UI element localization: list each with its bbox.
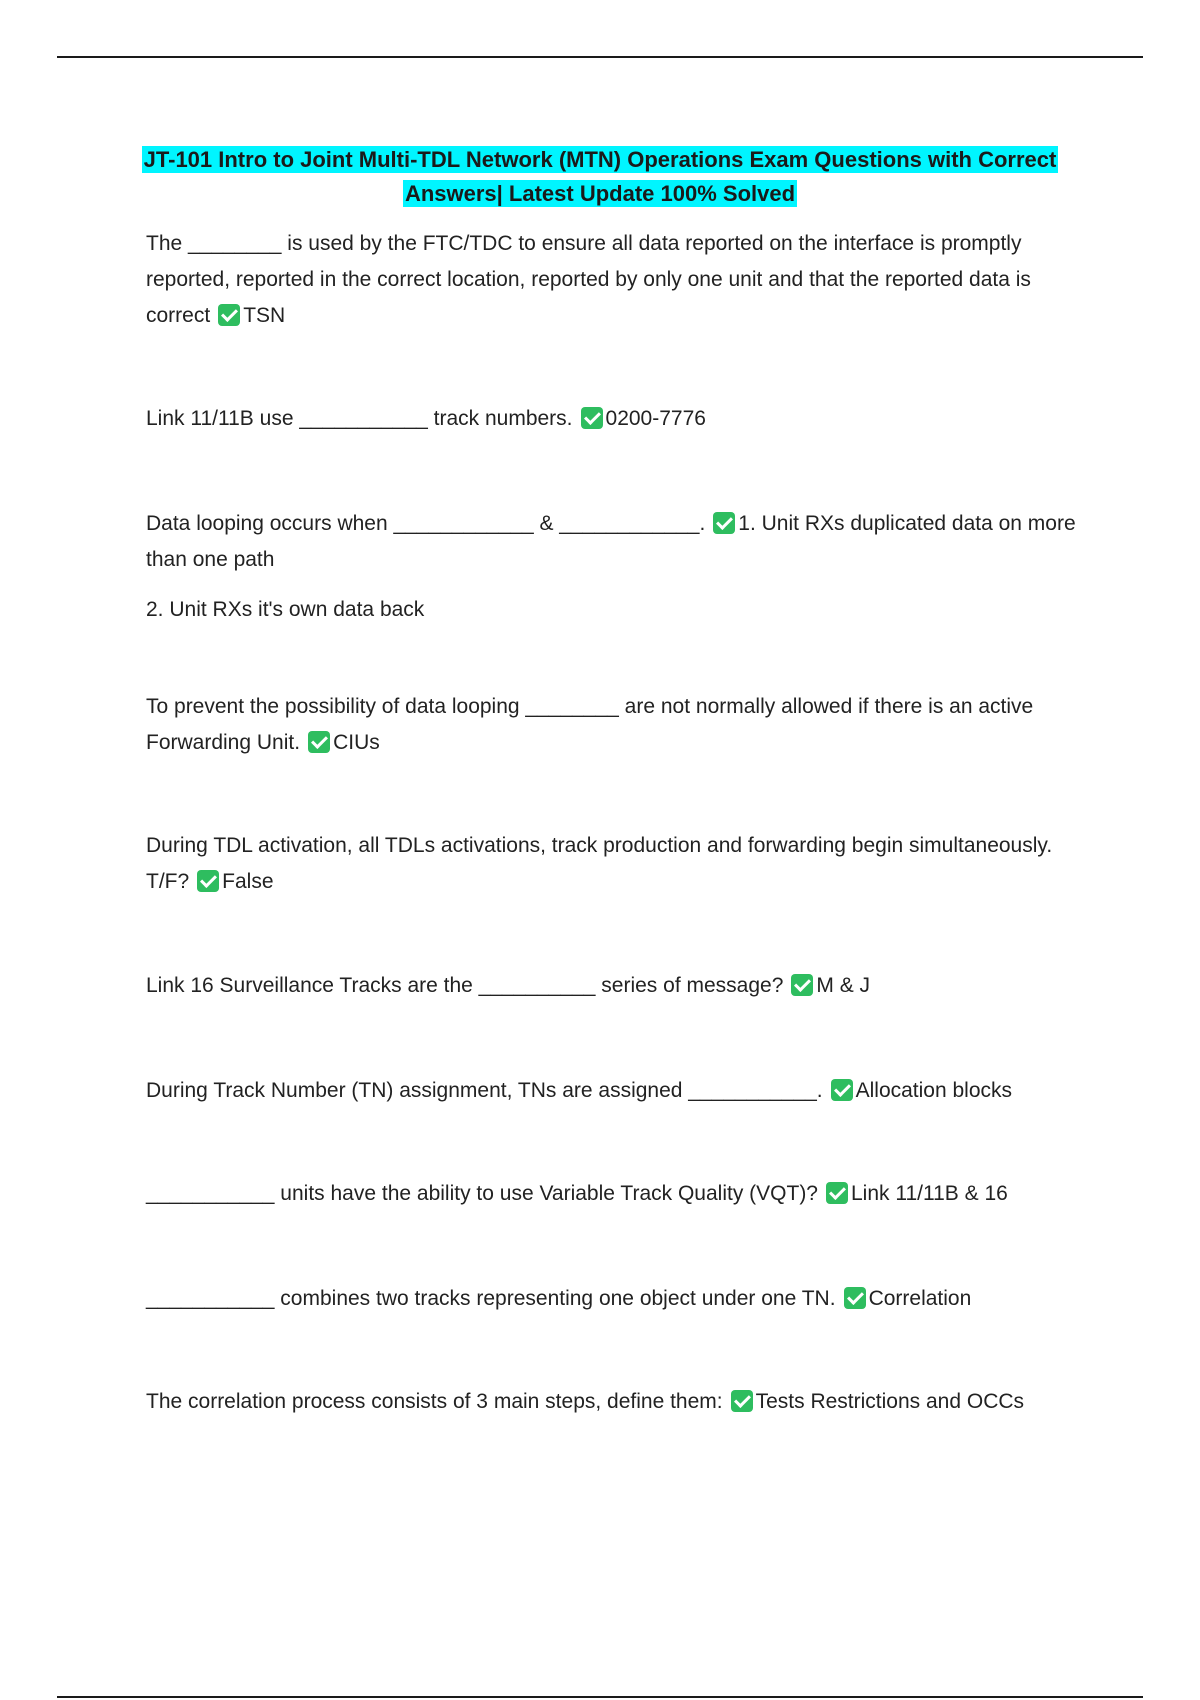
check-mark-icon [581, 407, 603, 429]
answer-text: Correlation [868, 1287, 972, 1310]
qa-item-7 [146, 1073, 1096, 1109]
qa-item-3 [146, 506, 1096, 628]
question-text: During Track Number (TN) assignment, TNs are assigned ___________. [146, 1079, 823, 1102]
answer-text-line-2: 2. Unit RXs it's own data back [146, 598, 425, 621]
answer-text: CIUs [333, 731, 380, 754]
top-rule [57, 56, 1143, 58]
question-text: ___________ units have the ability to use Variable Track Quality (VQT)? [146, 1182, 818, 1205]
qa-item-4 [146, 689, 1096, 761]
check-mark-icon [308, 731, 330, 753]
bottom-rule [57, 1696, 1143, 1698]
check-mark-icon [831, 1079, 853, 1101]
answer-text: 0200-7776 [605, 407, 706, 430]
qa-item-10 [146, 1384, 1096, 1420]
qa-item-5 [146, 828, 1096, 900]
question-text: The correlation process consists of 3 main steps, define them: [146, 1390, 723, 1413]
answer-text: Tests Restrictions and OCCs [755, 1390, 1025, 1413]
check-mark-icon [713, 512, 735, 534]
question-text: The ________ is used by the FTC/TDC to ensure all data reported on the interface is promptly reported, reported in the correct location, reported by only one unit and that the reported data is correct [146, 232, 1031, 327]
qa-item-9 [146, 1281, 1096, 1317]
question-text: Link 11/11B use ___________ track numbers. [146, 407, 573, 430]
title-line-1: JT-101 Intro to Joint Multi-TDL Network (MTN) Operations Exam Questions with Correct [143, 147, 1057, 172]
question-text: ___________ combines two tracks representing one object under one TN. [146, 1287, 836, 1310]
check-mark-icon [731, 1390, 753, 1412]
check-mark-icon [197, 870, 219, 892]
check-mark-icon [791, 974, 813, 996]
title-line-2: Answers| Latest Update 100% Solved [404, 181, 796, 206]
question-text: Link 16 Surveillance Tracks are the __________ series of message? [146, 974, 784, 997]
check-mark-icon [218, 304, 240, 326]
answer-text: False [222, 870, 274, 893]
question-text: To prevent the possibility of data looping ________ are not normally allowed if there is an active Forwarding Unit. [146, 695, 1034, 754]
qa-item-1 [146, 226, 1096, 334]
question-text: Data looping occurs when ____________ & ____________. [146, 512, 706, 535]
qa-item-6 [146, 968, 1096, 1004]
check-mark-icon [844, 1287, 866, 1309]
answer-text: 1. Unit RXs duplicated data on more than one path [146, 512, 1076, 571]
answer-text: M & J [816, 974, 871, 997]
qa-item-8 [146, 1176, 1096, 1212]
check-mark-icon [826, 1182, 848, 1204]
answer-text: TSN [243, 304, 286, 327]
qa-item-2 [146, 401, 1096, 437]
question-text: During TDL activation, all TDLs activations, track production and forwarding begin simultaneously. T/F? [146, 834, 1053, 893]
answer-text: Allocation blocks [855, 1079, 1013, 1102]
answer-text: Link 11/11B & 16 [851, 1182, 1008, 1205]
document-title [120, 143, 1080, 211]
